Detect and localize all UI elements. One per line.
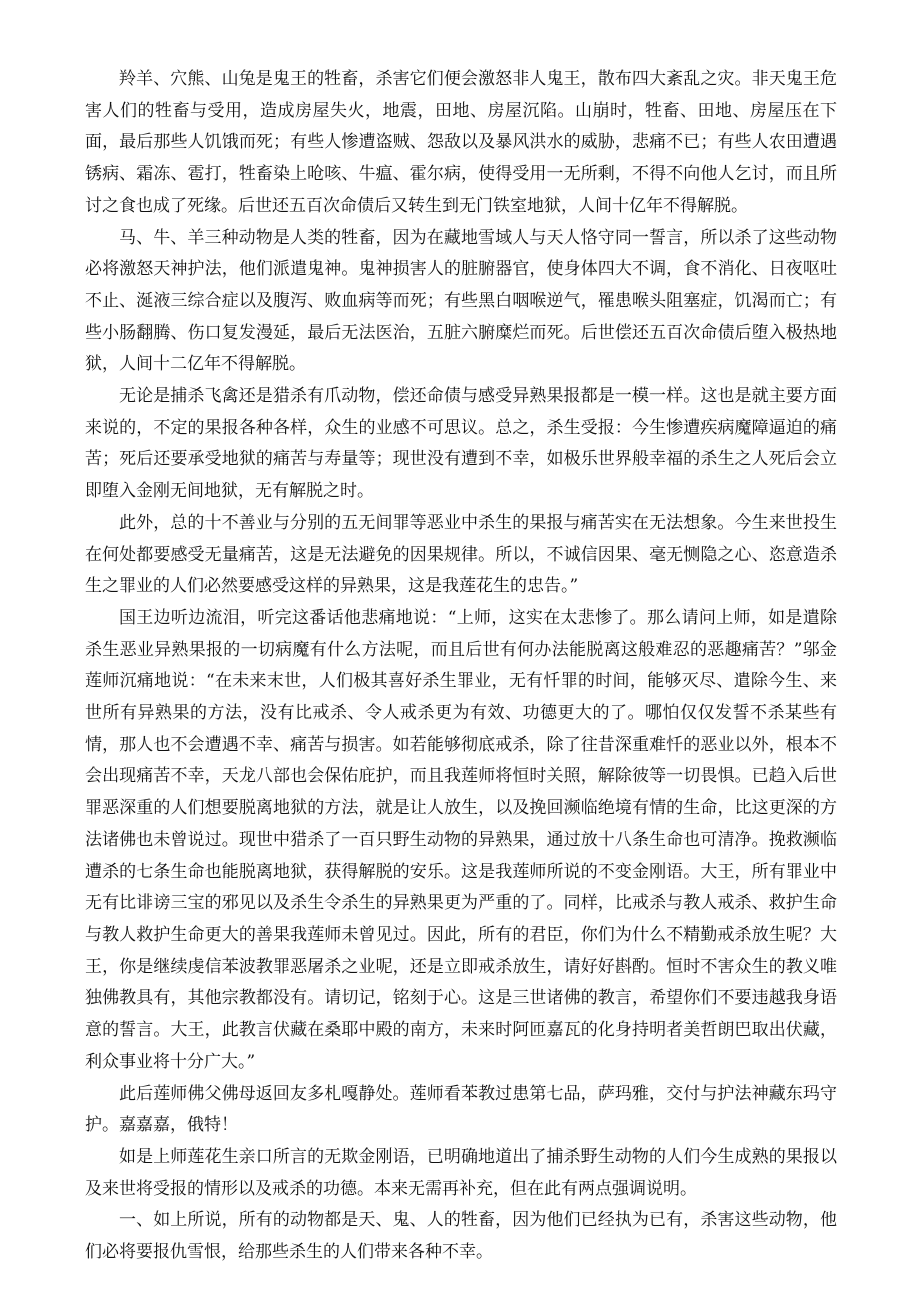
paragraph-3: 无论是捕杀飞禽还是猎杀有爪动物，偿还命债与感受异熟果报都是一模一样。这也是就主要方面来说的，不定的果报各种各样，众生的业感不可思议。总之，杀生受报：今生惨遭疾病魔障逼迫的痛苦；死后还要承受地狱的痛苦与寿量等；现世没有遭到不幸，如极乐世界般幸福的杀生之人死后会立即堕入金刚无间地狱，无有解脱之时。 (85, 386, 837, 502)
document-page (85, 64, 837, 1269)
paragraph-4: 此外，总的十不善业与分别的五无间罪等恶业中杀生的果报与痛苦实在无法想象。今生来世投生在何处都要感受无量痛苦，这是无法避免的因果规律。所以，不诚信因果、毫无恻隐之心、恣意造杀生之罪业的人们必然要感受这样的异熟果，这是我莲花生的忠告。” (85, 512, 837, 597)
paragraph-8: 一、如上所说，所有的动物都是天、鬼、人的牲畜，因为他们已经执为已有，杀害这些动物，他们必将要报仇雪恨，给那些杀生的人们带来各种不幸。 (85, 1210, 837, 1263)
paragraph-7: 如是上师莲花生亲口所言的无欺金刚语，已明确地道出了捕杀野生动物的人们今生成熟的果报以及来世将受报的情形以及戒杀的功德。本来无需再补充，但在此有两点强调说明。 (85, 1146, 837, 1199)
paragraph-5: 国王边听边流泪，听完这番话他悲痛地说：“上师，这实在太悲惨了。那么请问上师，如是遣除杀生恶业异熟果报的一切病魔有什么方法呢，而且后世有何办法能脱离这般难忍的恶趣痛苦？”邬金莲师沉痛地说：“在未来末世，人们极其喜好杀生罪业，无有忏罪的时间，能够灭尽、遣除今生、来世所有异熟果的方法，没有比戒杀、令人戒杀更为有效、功德更大的了。哪怕仅仅发誓不杀某些有情，那人也不会遭遇不幸、痛苦与损害。如若能够彻底戒杀，除了往昔深重难忏的恶业以外，根本不会出现痛苦不幸，天龙八部也会保佑庇护，而且我莲师将恒时关照，解除彼等一切畏惧。已趋入后世罪恶深重的人们想要脱离地狱的方法，就是让人放生，以及挽回濒临绝境有情的生命，比这更深的方法诸佛也未曾说过。现世中猎杀了一百只野生动物的异熟果，通过放十八条生命也可清净。挽救濒临遭杀的七条生命也能脱离地狱，获得解脱的安乐。这是我莲师所说的不变金刚语。大王，所有罪业中无有比诽谤三宝的邪见以及杀生令杀生的异熟果更为严重的了。同样，比戒杀与教人戒杀、救护生命与教人救护生命更大的善果我莲师未曾见过。因此，所有的君臣，你们为什么不精勤戒杀放生呢？大王，你是继续虔信苯波教罪恶屠杀之业呢，还是立即戒杀放生，请好好斟酌。恒时不害众生的教义唯独佛教具有，其他宗教都没有。请切记，铭刻于心。这是三世诸佛的教言，希望你们不要违越我身语意的誓言。大王，此教言伏藏在桑耶中殿的南方，未来时阿匝嘉瓦的化身持明者美哲朗巴取出伏藏，利众事业将十分广大。” (85, 607, 837, 1072)
paragraph-1: 羚羊、穴熊、山兔是鬼王的牲畜，杀害它们便会激怒非人鬼王，散布四大紊乱之灾。非天鬼王危害人们的牲畜与受用，造成房屋失火，地震，田地、房屋沉陷。山崩时，牲畜、田地、房屋压在下面，最后那些人饥饿而死；有些人惨遭盗贼、怨敌以及暴风洪水的威胁，悲痛不已；有些人农田遭遇锈病、霜冻、雹打，牲畜染上呛咳、牛瘟、霍尔病，使得受用一无所剩，不得不向他人乞讨，而且所讨之食也成了死缘。后世还五百次命债后又转生到无门铁室地狱，人间十亿年不得解脱。 (85, 69, 837, 216)
paragraph-2: 马、牛、羊三种动物是人类的牲畜，因为在藏地雪域人与天人恪守同一誓言，所以杀了这些动物必将激怒天神护法，他们派遣鬼神。鬼神损害人的脏腑器官，使身体四大不调，食不消化、日夜呕吐不止、涎液三综合症以及腹泻、败血病等而死；有些黑白咽喉逆气，罹患喉头阻塞症，饥渴而亡；有些小肠翻腾、伤口复发漫延，最后无法医治，五脏六腑糜烂而死。后世偿还五百次命债后堕入极热地狱，人间十二亿年不得解脱。 (85, 227, 837, 375)
paragraph-6: 此后莲师佛父佛母返回友多札嘎静处。莲师看苯教过患第七品，萨玛雅，交付与护法神藏东玛守护。嘉嘉嘉，俄特！ (85, 1083, 837, 1136)
